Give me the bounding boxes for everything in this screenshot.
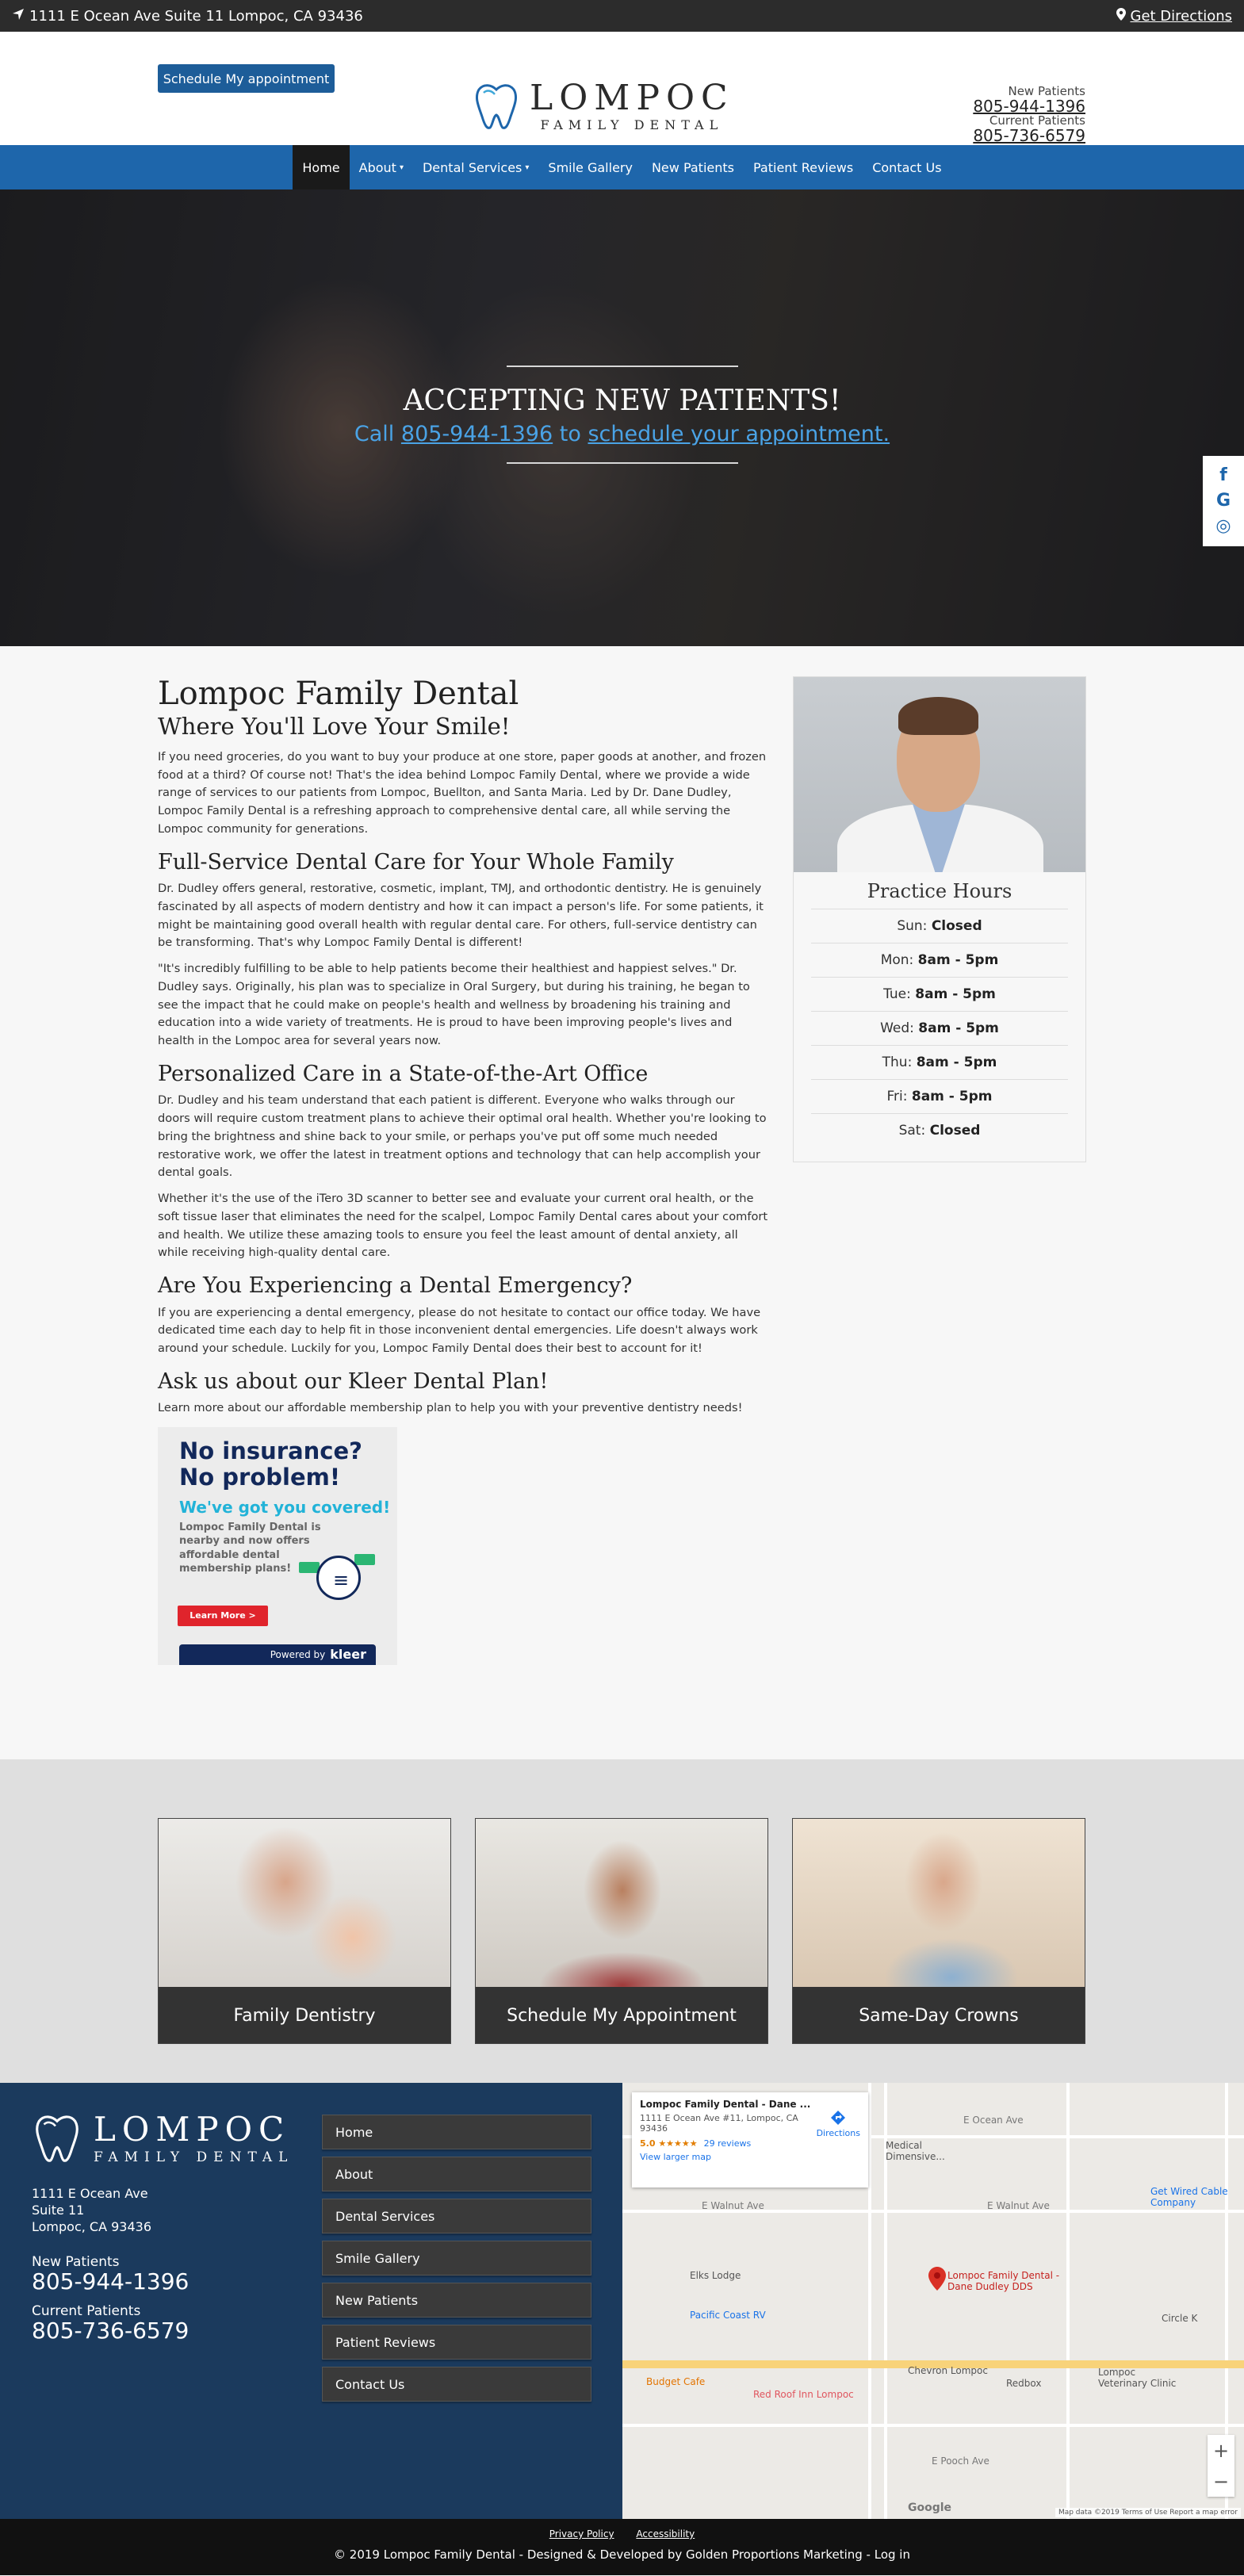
address-line: Suite 11 bbox=[32, 2202, 85, 2218]
hero-banner bbox=[0, 189, 1244, 646]
map-larger-link[interactable]: View larger map bbox=[640, 2152, 711, 2162]
page-subtitle: Where You'll Love Your Smile! bbox=[158, 713, 511, 740]
footer-nav-smile-gallery[interactable]: Smile Gallery bbox=[322, 2241, 591, 2276]
footer-nav-home[interactable]: Home bbox=[322, 2115, 591, 2149]
legal-links bbox=[0, 2519, 1244, 2540]
map-street-label: E Walnut Ave bbox=[702, 2200, 764, 2211]
paragraph: Whether it's the use of the iTero 3D scanner to better see and evaluate your current oral health, or the soft tissue laser that eliminates the need for the scalpel, Lompoc Family Dental cares about your comfort and health. We utilize these amazing tools to ensure you feel the least amount of dental anxiety, all while receiving high-quality dental care. bbox=[158, 1192, 768, 1260]
feature-card-same-day-crowns[interactable] bbox=[792, 1818, 1085, 2044]
caret-down-icon: ▾ bbox=[525, 163, 530, 172]
map-business-name: Lompoc Family Dental - Dane ... bbox=[640, 2099, 811, 2110]
hours-row: Wed: 8am - 5pm bbox=[811, 1011, 1068, 1045]
hero-divider bbox=[507, 462, 738, 464]
footer-new-phone[interactable]: 805-944-1396 bbox=[32, 2268, 189, 2295]
site-header bbox=[0, 32, 1244, 145]
feature-card-family-dentistry[interactable] bbox=[158, 1818, 451, 2044]
map-pin-icon[interactable] bbox=[928, 2267, 946, 2291]
map-poi: Medical Dimensive... bbox=[886, 2140, 945, 2162]
feature-label: Family Dentistry bbox=[159, 1987, 450, 2044]
footer-nav-new-patients[interactable]: New Patients bbox=[322, 2283, 591, 2318]
sidebar bbox=[793, 676, 1086, 1162]
map-poi: Budget Cafe bbox=[646, 2376, 706, 2387]
map-marker-icon bbox=[1116, 8, 1126, 25]
feature-cards bbox=[0, 1759, 1244, 2083]
kleer-line2: No problem! bbox=[179, 1463, 341, 1491]
footer-nav-patient-reviews[interactable]: Patient Reviews bbox=[322, 2325, 591, 2360]
current-patients-phone[interactable]: 805-736-6579 bbox=[973, 125, 1085, 145]
nav-smile-gallery[interactable] bbox=[538, 145, 642, 189]
kleer-plan-banner[interactable] bbox=[158, 1427, 397, 1665]
main-content bbox=[0, 646, 1244, 1759]
address-text: 1111 E Ocean Ave Suite 11 Lompoc, CA 93436 bbox=[29, 7, 363, 25]
address-line: 1111 E Ocean Ave bbox=[32, 2186, 148, 2201]
paragraph: Learn more about our affordable membership plan to help you with your preventive dentistry needs! bbox=[158, 1401, 743, 1415]
hero-to-text: to bbox=[559, 422, 581, 446]
footer-nav-about[interactable]: About bbox=[322, 2157, 591, 2191]
nav-dental-services[interactable] bbox=[413, 145, 538, 189]
cash-icon bbox=[354, 1554, 375, 1565]
site-logo[interactable] bbox=[473, 78, 734, 132]
hero-divider bbox=[507, 366, 738, 367]
paragraph: Dr. Dudley and his team understand that each patient is different. Everyone who walks through our doors will require custom treatment plans to achieve their optimal oral health. Whether you're looking to bring the brightness and shine back to your smile, or perhaps you've put off some much needed restorative work, we offer the latest in treatment options and technology that can help accomplish your dental goals. bbox=[158, 1093, 767, 1180]
google-logo: Google bbox=[908, 2501, 952, 2514]
zoom-in-button[interactable]: + bbox=[1212, 2439, 1230, 2462]
address-line: Lompoc, CA 93436 bbox=[32, 2218, 152, 2234]
map-reviews-link[interactable]: 29 reviews bbox=[703, 2138, 752, 2149]
kleer-covered: We've got you covered! bbox=[179, 1498, 391, 1518]
map-poi: Elks Lodge bbox=[690, 2270, 741, 2281]
paragraph: If you need groceries, do you want to buy your produce at one store, paper goods at another, and frozen food at a third? Of course not! That's the idea behind Lompoc Family Dental, where we provide a wide range of services to our patients from Lompoc, Buellton, and Santa Maria. Led by Dr. Dane Dudley, Lompoc Family Dental is a refreshing approach to comprehensive dental care, all while serving the Lompoc community for generations. bbox=[158, 749, 767, 836]
map-pin-label: Lompoc Family Dental - Dane Dudley DDS bbox=[947, 2270, 1060, 2292]
map-poi: Lompoc Veterinary Clinic bbox=[1098, 2367, 1177, 2389]
feature-card-schedule-appointment[interactable] bbox=[475, 1818, 768, 2044]
footer-current-phone[interactable]: 805-736-6579 bbox=[32, 2318, 189, 2344]
get-directions-link[interactable] bbox=[1116, 8, 1233, 25]
map-street-label: E Walnut Ave bbox=[987, 2200, 1050, 2211]
feature-label: Schedule My Appointment bbox=[476, 1987, 767, 2044]
kleer-headline bbox=[179, 1438, 362, 1491]
google-icon[interactable]: G bbox=[1215, 491, 1231, 511]
map-poi: Pacific Coast RV bbox=[690, 2310, 766, 2321]
embedded-map[interactable] bbox=[622, 2083, 1244, 2519]
map-footer: Map data ©2019 Terms of Use Report a map error bbox=[1055, 2508, 1241, 2517]
map-road bbox=[622, 2424, 1244, 2427]
feature-image bbox=[476, 1819, 767, 1987]
footer-logo-main: LOMPOC bbox=[94, 2110, 291, 2149]
map-poi: Circle K bbox=[1162, 2313, 1198, 2324]
section-heading: Full-Service Dental Care for Your Whole Family bbox=[158, 849, 674, 875]
topbar-address bbox=[12, 8, 363, 25]
directions-label: Directions bbox=[816, 2128, 860, 2138]
directions-icon bbox=[830, 2110, 846, 2126]
nav-contact-us-label: Contact Us bbox=[872, 159, 942, 175]
hero-phone-link[interactable]: 805-944-1396 bbox=[400, 422, 553, 446]
nav-about[interactable] bbox=[350, 145, 413, 189]
nav-patient-reviews[interactable] bbox=[744, 145, 863, 189]
hours-row: Sat: Closed bbox=[811, 1113, 1068, 1147]
map-poi: Redbox bbox=[1006, 2378, 1042, 2389]
map-business-address: 1111 E Ocean Ave #11, Lompoc, CA 93436 bbox=[640, 2113, 798, 2134]
nav-new-patients[interactable] bbox=[642, 145, 744, 189]
article bbox=[158, 676, 768, 1665]
copyright: © 2019 Lompoc Family Dental - Designed & Developed by Golden Proportions Marketing - Log in bbox=[334, 2547, 910, 2562]
hours-row: Mon: 8am - 5pm bbox=[811, 943, 1068, 977]
new-patients-phone[interactable]: 805-944-1396 bbox=[973, 96, 1085, 116]
hero-subtitle bbox=[0, 422, 1244, 446]
feature-label: Same-Day Crowns bbox=[793, 1987, 1085, 2044]
footer-address bbox=[32, 2186, 151, 2235]
map-poi: Get Wired Cable Company bbox=[1150, 2186, 1228, 2208]
nav-about-label: About bbox=[358, 159, 396, 175]
nav-smile-gallery-label: Smile Gallery bbox=[548, 159, 633, 175]
footer-new-patients bbox=[32, 2254, 189, 2295]
current-patients-label: Current Patients bbox=[989, 113, 1085, 128]
hours-row: Sun: Closed bbox=[811, 909, 1068, 943]
paragraph: If you are experiencing a dental emergency, please do not hesitate to contact our office today. We have dedicated time each day to help fit in those inconvenient dental emergencies. Life doesn't always work around your schedule. Luckily for you, Lompoc Family Dental does their best to account for it! bbox=[158, 1305, 761, 1356]
instagram-icon[interactable]: ◎ bbox=[1215, 516, 1231, 536]
site-footer bbox=[0, 2083, 1244, 2519]
get-directions-text: Get Directions bbox=[1130, 7, 1232, 25]
page-title: Lompoc Family Dental bbox=[158, 676, 519, 712]
map-directions-button[interactable] bbox=[817, 2110, 860, 2138]
new-patients-label: New Patients bbox=[1008, 84, 1085, 98]
footer-logo[interactable] bbox=[32, 2110, 294, 2165]
kleer-description: Lompoc Family Dental is nearby and now offers affordable dental membership plans! bbox=[179, 1521, 321, 1575]
hours-row: Thu: 8am - 5pm bbox=[811, 1045, 1068, 1079]
header-phones bbox=[973, 86, 1085, 144]
paragraph: "It's incredibly fulfilling to be able to help patients become their healthiest and happiest selves." Dr. Dudley says. Originally, his plan was to specialize in Oral Surgery, but during his training, he began to see the impact that he could make on people's health and wellness by broadening his training and education into a wide variety of treatments. He is proud to have been improving people's lives and health in the Lompoc area for several years now. bbox=[158, 962, 750, 1048]
footer-nav bbox=[322, 2115, 591, 2409]
hero-schedule-link[interactable]: schedule your appointment. bbox=[588, 422, 890, 446]
powered-by-text: Powered by bbox=[270, 1648, 326, 1660]
feature-image bbox=[793, 1819, 1085, 1987]
nav-home-label: Home bbox=[302, 159, 340, 175]
footer-nav-contact-us[interactable]: Contact Us bbox=[322, 2367, 591, 2402]
map-rating-stars: 5.0 ★★★★★ bbox=[640, 2138, 698, 2149]
zoom-out-button[interactable]: − bbox=[1212, 2470, 1230, 2493]
kleer-learn-more-button[interactable]: Learn More > bbox=[178, 1606, 268, 1626]
map-poi: Red Roof Inn Lompoc bbox=[753, 2389, 854, 2400]
accessibility-link[interactable]: Accessibility bbox=[636, 2528, 695, 2540]
feature-image bbox=[159, 1819, 450, 1987]
top-bar bbox=[0, 0, 1244, 32]
nav-new-patients-label: New Patients bbox=[651, 159, 734, 175]
map-road bbox=[1066, 2083, 1070, 2519]
doctor-photo bbox=[794, 677, 1085, 872]
map-street-label: E Ocean Ave bbox=[963, 2115, 1024, 2126]
nav-dental-services-label: Dental Services bbox=[422, 159, 522, 175]
hours-row: Tue: 8am - 5pm bbox=[811, 977, 1068, 1011]
footer-new-label: New Patients bbox=[32, 2254, 120, 2270]
hero-title: ACCEPTING NEW PATIENTS! bbox=[403, 385, 841, 417]
hours-row: Fri: 8am - 5pm bbox=[811, 1079, 1068, 1113]
map-poi: Chevron Lompoc bbox=[908, 2365, 988, 2376]
main-nav bbox=[0, 145, 1244, 189]
privacy-policy-link[interactable]: Privacy Policy bbox=[549, 2528, 614, 2540]
hero-call-text: Call bbox=[354, 422, 395, 446]
bottom-bar bbox=[0, 2519, 1244, 2575]
nav-patient-reviews-label: Patient Reviews bbox=[752, 159, 854, 175]
map-info-card bbox=[632, 2092, 868, 2187]
footer-current-label: Current Patients bbox=[32, 2303, 141, 2319]
caret-down-icon: ▾ bbox=[399, 163, 404, 172]
location-arrow-icon bbox=[12, 8, 25, 25]
section-heading: Personalized Care in a State-of-the-Art Office bbox=[158, 1061, 649, 1086]
schedule-appointment-button[interactable]: Schedule My appointment bbox=[158, 64, 335, 93]
kleer-brand: kleer bbox=[330, 1646, 366, 1662]
hero-text bbox=[0, 366, 1244, 464]
footer-nav-dental-services[interactable]: Dental Services bbox=[322, 2199, 591, 2233]
tooth-logo-icon bbox=[473, 82, 520, 132]
social-links bbox=[1203, 456, 1244, 546]
map-rating bbox=[640, 2138, 860, 2149]
map-road bbox=[868, 2083, 871, 2519]
phone-illustration-icon bbox=[316, 1556, 361, 1600]
logo-sub-text: FAMILY DENTAL bbox=[540, 117, 724, 132]
facebook-icon[interactable]: f bbox=[1219, 465, 1227, 485]
section-heading: Are You Experiencing a Dental Emergency? bbox=[158, 1273, 633, 1299]
kleer-powered-by bbox=[179, 1644, 376, 1665]
nav-home[interactable] bbox=[293, 145, 349, 189]
practice-hours-title: Practice Hours bbox=[867, 880, 1012, 902]
nav-contact-us[interactable] bbox=[863, 145, 951, 189]
paragraph: Dr. Dudley offers general, restorative, cosmetic, implant, TMJ, and orthodontic dentistry. He is genuinely fascinated by all aspects of modern dentistry and how it can impact a person's life. For some patients, it might be maintaining good overall health with regular dental care. For others, full-service dentistry can be transforming. That's why Lompoc Family Dental is different! bbox=[158, 882, 764, 950]
section-heading: Ask us about our Kleer Dental Plan! bbox=[158, 1368, 549, 1394]
map-street-label: E Pooch Ave bbox=[932, 2455, 989, 2467]
logo-main-text: LOMPOC bbox=[530, 78, 734, 118]
tooth-logo-icon bbox=[32, 2113, 82, 2165]
footer-logo-sub: FAMILY DENTAL bbox=[94, 2149, 294, 2165]
footer-current-patients bbox=[32, 2303, 189, 2344]
map-zoom-controls bbox=[1208, 2435, 1234, 2497]
kleer-line1: No insurance? bbox=[179, 1437, 362, 1465]
